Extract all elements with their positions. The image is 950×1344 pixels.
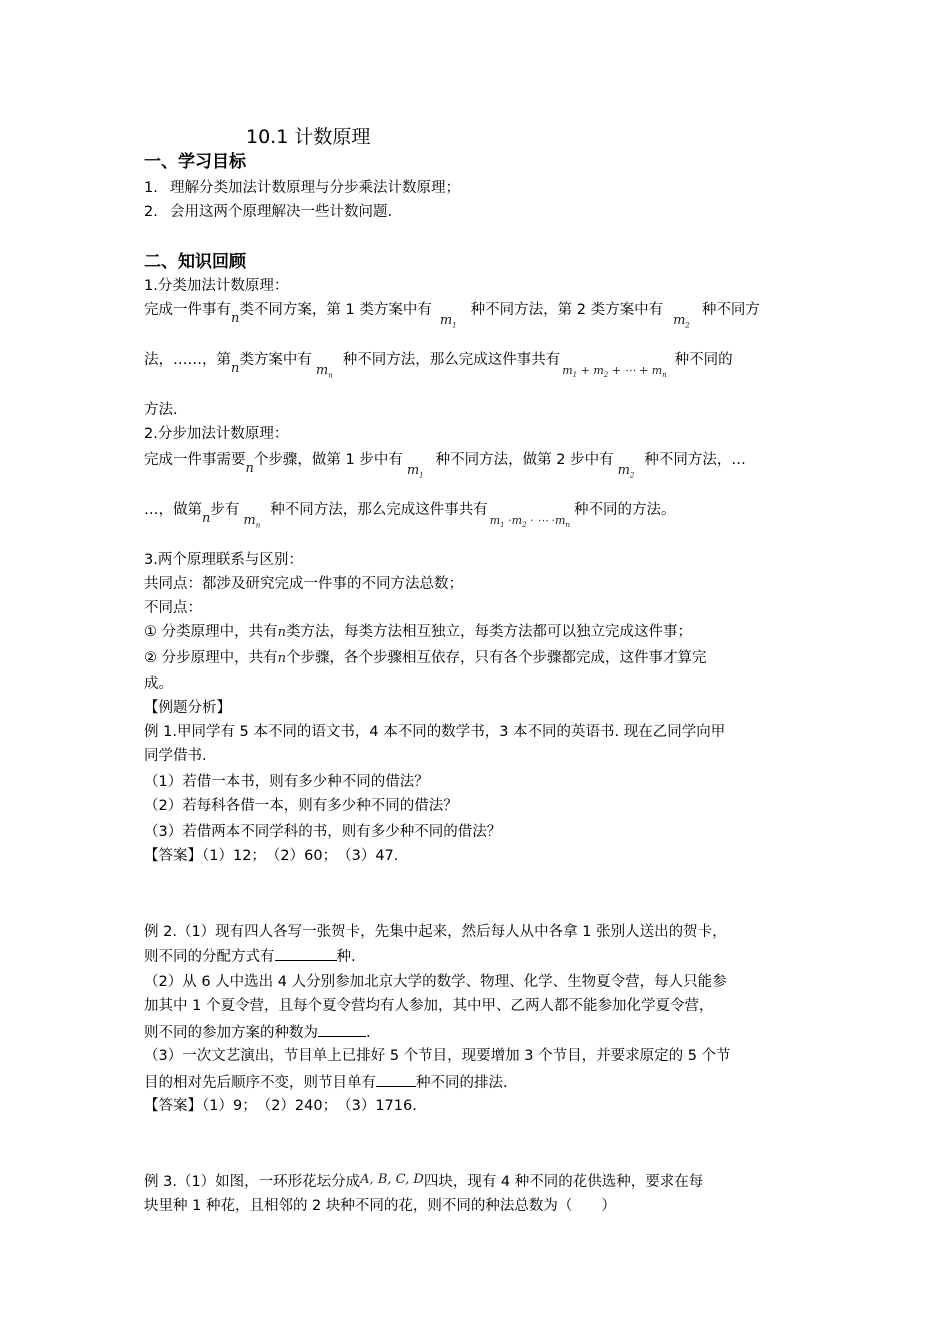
principle-3-diff-2-cont: 成。: [144, 676, 173, 692]
example-2-answer: [144, 1096, 417, 1116]
example-2-line-1: 例 2.（1）现有四人各写一张贺卡，先集中起来，然后每人从中各拿 1 张别人送出的贺卡，: [144, 924, 727, 940]
math-m1: $m_1$: [406, 463, 424, 480]
example-1-question-3: （3）若借两本不同学科的书，则有多少种不同的借法？: [144, 824, 502, 840]
principle-3-title: 3.两个原理联系与区别：: [144, 552, 303, 568]
example-1-line-2: 同学借书.: [144, 748, 207, 764]
math-n: n: [277, 625, 286, 640]
goal-item-number: 2.: [144, 204, 158, 220]
fill-in-blank: [376, 1072, 416, 1087]
math-n: n: [277, 651, 286, 666]
example-2-line-5: 则不同的参加方案的种数为 .: [144, 1022, 371, 1043]
goal-item-1: [144, 178, 460, 198]
example-2-line-7: 目的相对先后顺序不变，则节目单有 种不同的排法.: [144, 1072, 508, 1093]
principle-2-line-2: …，做第n步有$m_n$种不同方法，那么完成这件事共有$_{m_1 \cdot m_2 \cdot \cdots \cdot m_n}$种不同的方法。: [144, 502, 676, 530]
math-n: n: [231, 311, 240, 326]
math-mn: $m_n$: [315, 363, 333, 380]
page-title: 10.1 计数原理: [246, 126, 371, 148]
math-product: m1 ·m2 · ⋯ ·mn: [489, 514, 570, 530]
section-heading-goals: 一、学习目标: [144, 152, 246, 172]
goal-item-text: 会用这两个原理解决一些计数问题.: [170, 204, 393, 220]
goal-item-text: 理解分类加法计数原理与分步乘法计数原理；: [170, 180, 460, 196]
principle-1-title: 1.分类加法计数原理：: [144, 278, 289, 294]
answer-label: 【答案】: [144, 848, 202, 864]
principle-2-title: 2.分步加法计数原理：: [144, 426, 289, 442]
example-3-line-1: 例 3.（1）如图，一环形花坛分成A, B, C, D四块，现有 4 种不同的花供选种，要求在每: [144, 1172, 704, 1190]
principle-3-diff-2: ② 分步原理中，共有n个步骤，各个步骤相互依存，只有各个步骤都完成，这件事才算完: [144, 650, 707, 666]
math-m2: $m_2$: [617, 463, 635, 480]
principle-1-line-1: 完成一件事有n类不同方案，第 1 类方案中有$m_1$种不同方法，第 2 类方案中有$m_2$种不同方: [144, 302, 760, 330]
example-1-question-2: （2）若每科各借一本，则有多少种不同的借法？: [144, 798, 458, 814]
math-n: n: [245, 461, 254, 476]
answer-text: （1）9； （2）240； （3）1716.: [202, 1098, 417, 1114]
example-2-line-2: 则不同的分配方式有 种.: [144, 946, 356, 967]
example-1-question-1: （1）若借一本书，则有多少种不同的借法？: [144, 774, 429, 790]
math-n: n: [202, 511, 211, 526]
principle-3-diff-1: ① 分类原理中，共有n类方法，每类方法相互独立，每类方法都可以独立完成这件事；: [144, 624, 692, 640]
example-2-line-3: （2）从 6 人中选出 4 人分别参加北京大学的数学、物理、化学、生物夏令营，每人只能参: [144, 974, 727, 990]
answer-label: 【答案】: [144, 1098, 202, 1114]
math-m1: $m_1$: [439, 313, 457, 330]
math-m2: $m_2$: [673, 313, 690, 330]
examples-heading: 【例题分析】: [144, 700, 231, 716]
section-heading-review: 二、知识回顾: [144, 252, 246, 272]
principle-1-line-3: 方法.: [144, 402, 178, 418]
principle-3-same: 共同点：都涉及研究完成一件事的不同方法总数；: [144, 576, 463, 592]
answer-text: （1）12； （2）60； （3）47.: [202, 848, 399, 864]
principle-3-diff: 不同点：: [144, 600, 202, 616]
math-sum: m1 + m2 + ⋯ + mn: [562, 364, 667, 380]
example-1-line-1: 例 1.甲同学有 5 本不同的语文书，4 本不同的数学书，3 本不同的英语书. 现在乙同学向甲: [144, 724, 726, 740]
math-mn: $m_n$: [243, 513, 261, 530]
example-1-answer: [144, 846, 398, 866]
goal-item-number: 1.: [144, 180, 158, 196]
principle-2-line-1: 完成一件事需要n个步骤，做第 1 步中有$m_1$种不同方法，做第 2 步中有$m_2$种不同方法，…: [144, 452, 746, 480]
example-2-line-4: 加其中 1 个夏令营，且每个夏令营均有人参加，其中甲、乙两人都不能参加化学夏令营，: [144, 998, 714, 1014]
math-abcd: A, B, C, D: [360, 1172, 424, 1187]
goal-item-2: [144, 202, 392, 222]
principle-1-line-2: 法，……，第n类方案中有$m_n$种不同方法，那么完成这件事共有$_{m_1 + m_2 + \cdots + m_n}$种不同的: [144, 352, 733, 380]
math-n: n: [231, 361, 240, 376]
fill-in-blank: [318, 1022, 366, 1037]
example-2-line-6: （3）一次文艺演出，节目单上已排好 5 个节目，现要增加 3 个节目，并要求原定的 5 个节: [144, 1048, 731, 1064]
example-3-line-2: 块里种 1 种花，且相邻的 2 块种不同的花，则不同的种法总数为（ ）: [144, 1198, 616, 1214]
fill-in-blank: [275, 946, 337, 961]
